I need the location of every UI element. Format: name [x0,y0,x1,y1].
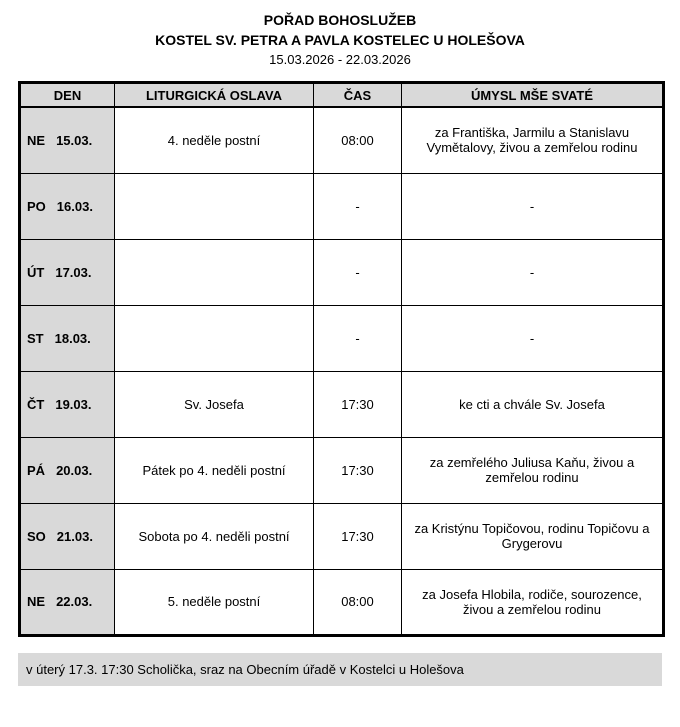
day-abbr: ÚT [27,264,45,280]
intention-cell: - [402,173,664,239]
table-row [20,371,664,437]
day-abbr: PÁ [27,462,46,478]
document-header [18,10,662,69]
day-cell [20,239,115,305]
table-row [20,437,664,503]
celebration-cell: 5. neděle postní [115,569,314,635]
time-cell: 17:30 [314,437,402,503]
day-abbr: SO [27,528,46,544]
day-cell [20,305,115,371]
column-header-cas: ČAS [314,83,402,108]
celebration-cell [115,305,314,371]
day-cell [20,503,115,569]
table-row [20,569,664,635]
celebration-cell: Pátek po 4. neděli postní [115,437,314,503]
day-date: 17.03. [55,264,92,280]
schedule-table [18,81,665,637]
column-header-den: DEN [20,83,115,108]
time-cell: - [314,239,402,305]
time-cell: 08:00 [314,107,402,173]
header-row [20,83,664,108]
day-date: 21.03. [56,528,93,544]
day-date: 22.03. [56,594,93,609]
table-row [20,503,664,569]
celebration-cell: 4. neděle postní [115,107,314,173]
day-date: 15.03. [56,132,93,148]
day-cell [20,107,115,173]
church-name: KOSTEL SV. PETRA A PAVLA KOSTELEC U HOLEŠOVA [155,32,525,48]
date-range: 15.03.2026 - 22.03.2026 [269,52,411,67]
day-date: 16.03. [56,198,93,214]
intention-cell: za zemřelého Juliusa Kaňu, živou a zemřelou rodinu [402,437,664,503]
day-cell [20,371,115,437]
intention-cell: - [402,305,664,371]
day-abbr: PO [27,198,46,214]
day-abbr: NE [27,132,46,148]
day-date: 20.03. [56,462,93,478]
table-row [20,305,664,371]
time-cell: 08:00 [314,569,402,635]
day-abbr: ČT [27,396,45,412]
time-cell: 17:30 [314,371,402,437]
intention-cell: za Kristýnu Topičovou, rodinu Topičovu a Grygerovu [402,503,664,569]
day-date: 19.03. [55,396,92,412]
time-cell: - [314,305,402,371]
day-cell [20,437,115,503]
document-title: POŘAD BOHOSLUŽEB [263,12,417,28]
intention-cell: ke cti a chvále Sv. Josefa [402,371,664,437]
table-row [20,239,664,305]
day-date: 18.03. [54,330,91,346]
table-row [20,107,664,173]
celebration-cell: Sv. Josefa [115,371,314,437]
column-header-liturgicka-oslava: LITURGICKÁ OSLAVA [115,83,314,108]
column-header-umysl: ÚMYSL MŠE SVATÉ [402,83,664,108]
intention-cell: za Josefa Hlobila, rodiče, sourozence, živou a zemřelou rodinu [402,569,664,635]
day-abbr: NE [27,594,46,609]
time-cell: - [314,173,402,239]
table-row [20,173,664,239]
day-cell [20,173,115,239]
footer-note: v úterý 17.3. 17:30 Scholička, sraz na Obecním úřadě v Kostelci u Holešova [18,653,662,686]
celebration-cell [115,239,314,305]
day-cell [20,569,115,635]
intention-cell: za Františka, Jarmilu a Stanislavu Vymětalovy, živou a zemřelou rodinu [402,107,664,173]
intention-cell: - [402,239,664,305]
celebration-cell: Sobota po 4. neděli postní [115,503,314,569]
day-abbr: ST [27,330,44,346]
time-cell: 17:30 [314,503,402,569]
celebration-cell [115,173,314,239]
